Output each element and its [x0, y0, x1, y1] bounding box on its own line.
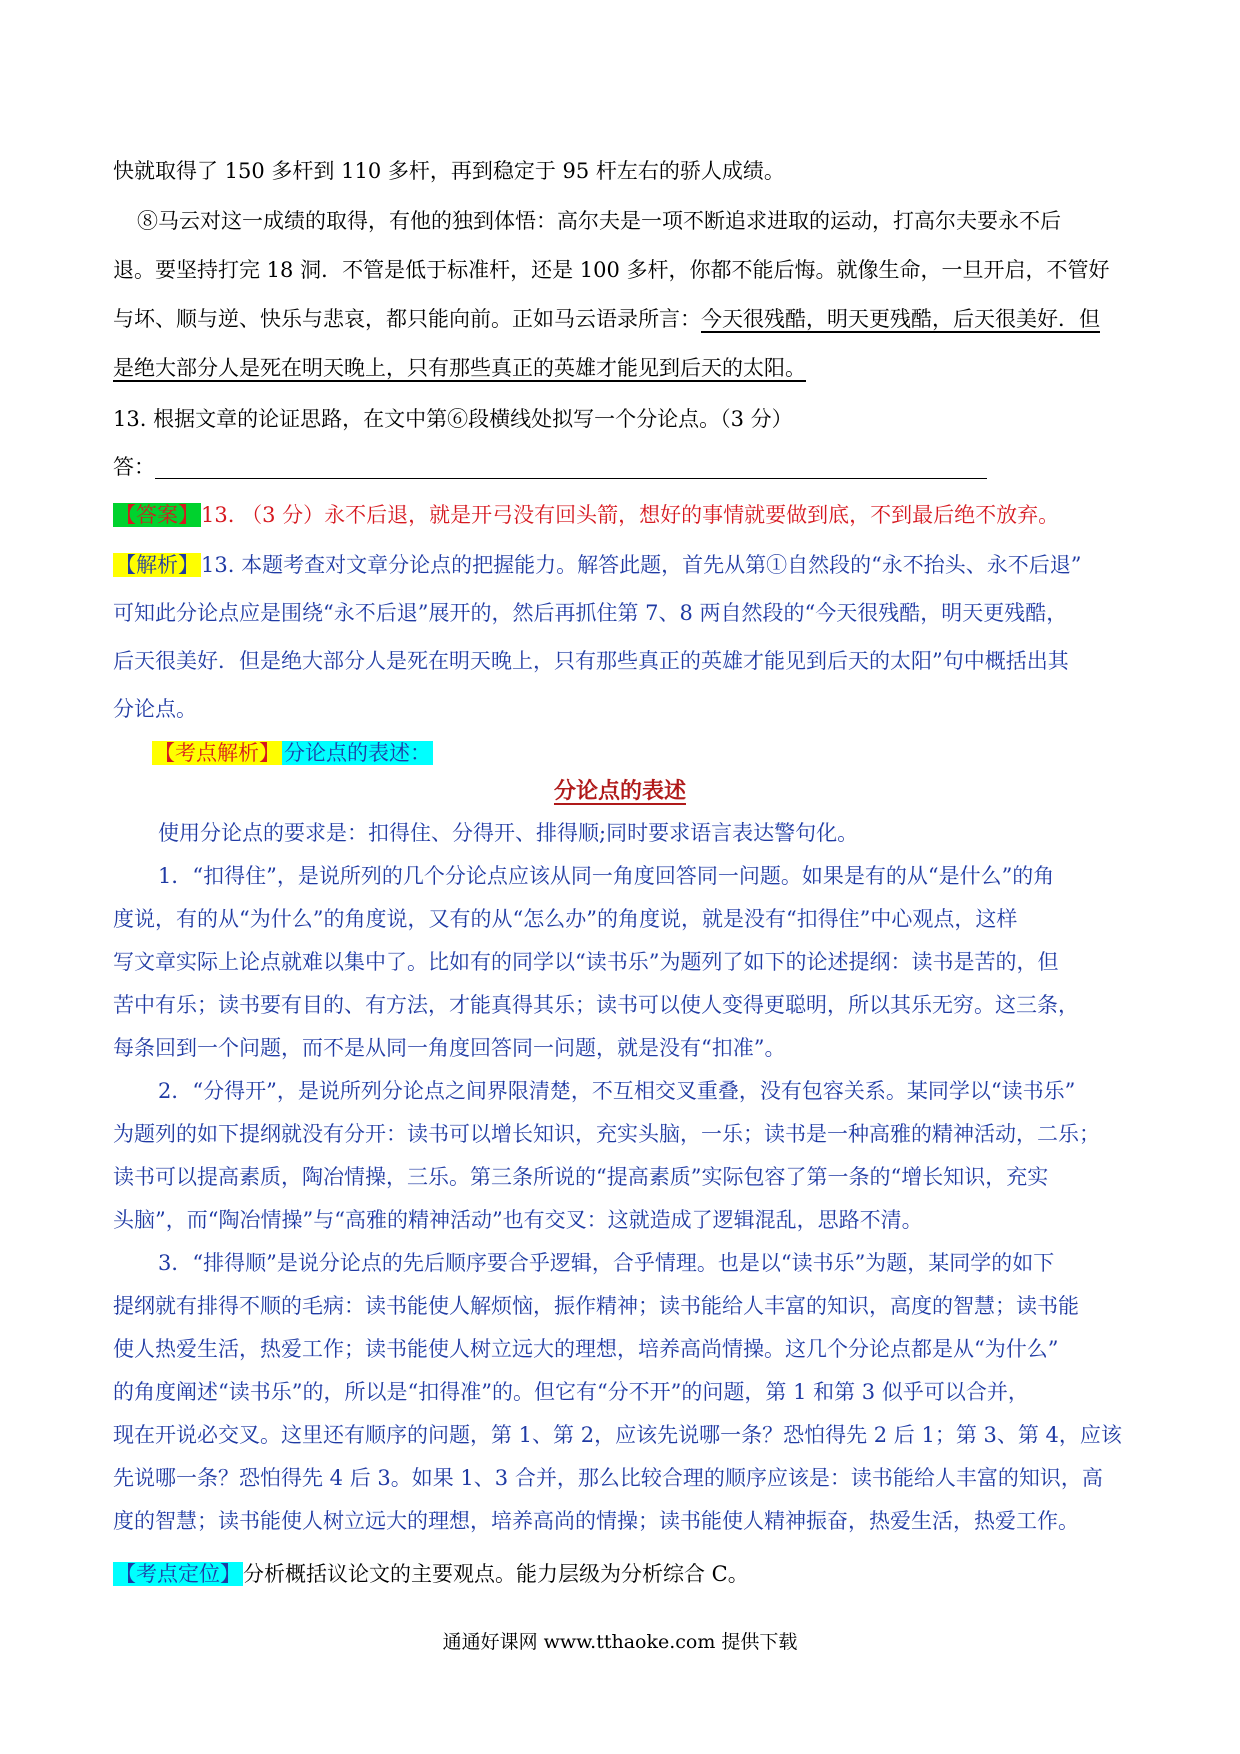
item3-line-7: 度的智慧；读书能使人树立远大的理想，培养高尚的情操；读书能使人精神振奋，热爱生活，热爱工作。 [113, 1509, 1079, 1533]
item2-line-2: 为题列的如下提纲就没有分开：读书可以增长知识，充实头脑，一乐；读书是一种高雅的精神活动，二乐； [113, 1122, 1100, 1146]
section-title: 分论点的表述 [553, 778, 686, 804]
section-intro: 使用分论点的要求是：扣得住、分得开、排得顺;同时要求语言表达警句化。 [158, 821, 859, 845]
item3-line-1: 3．“排得顺”是说分论点的先后顺序要合乎逻辑，合乎情理。也是以“读书乐”为题，某同学的如下 [158, 1251, 1055, 1275]
paragraph-8-line-3 [113, 304, 1100, 334]
item3-line-3: 使人热爱生活，热爱工作；读书能使人树立远大的理想，培养高尚情操。这几个分论点都是从“为什么” [113, 1337, 1059, 1361]
paragraph-8-line-1: ⑧马云对这一成绩的取得，有他的独到体悟：高尔夫是一项不断追求进取的运动，打高尔夫要永不后 [137, 209, 1061, 233]
analysis-line-1 [113, 550, 1082, 580]
question-13: 13. 根据文章的论证思路，在文中第⑥段横线处拟写一个分论点。（3 分） [113, 407, 793, 431]
positioning-tag: 【考点定位】 [115, 1562, 241, 1586]
paragraph-8-line-2: 退。要坚持打完 18 洞．不管是低于标准杆，还是 100 多杆，你都不能后悔。就像生命，一旦开启，不管好 [113, 258, 1110, 282]
item3-line-6: 先说哪一条？恐怕得先 4 后 3。如果 1、3 合并，那么比较合理的顺序应该是：读书能给人丰富的知识，高 [113, 1466, 1103, 1490]
answer-text: 13. （3 分）永不后退，就是开弓没有回头箭，想好的事情就要做到底，不到最后绝不放弃。 [201, 503, 1060, 527]
answer-label: 答： [113, 455, 155, 479]
answer-blank-line [155, 478, 987, 479]
item2-line-1: 2．“分得开”，是说所列分论点之间界限清楚，不互相交叉重叠，没有包容关系。某同学以“读书乐” [158, 1079, 1076, 1103]
item3-line-4: 的角度阐述“读书乐”的，所以是“扣得准”的。但它有“分不开”的问题，第 1 和第 3 似乎可以合并， [113, 1380, 1029, 1404]
analysis-text-1: 13. 本题考查对文章分论点的把握能力。解答此题，首先从第①自然段的“永不抬头、永不后退” [201, 553, 1082, 577]
quote-underlined-part-2: 是绝大部分人是死在明天晚上，只有那些真正的英雄才能见到后天的太阳。 [113, 356, 806, 380]
analysis-tag: 【解析】 [115, 553, 199, 577]
kaodian-tag: 【考点解析】 [154, 741, 280, 765]
item1-line-3: 写文章实际上论点就难以集中了。比如有的同学以“读书乐”为题列了如下的论述提纲：读书是苦的，但 [113, 950, 1059, 974]
paragraph-8-line-3-plain: 与坏、顺与逆、快乐与悲哀，都只能向前。正如马云语录所言： [113, 307, 701, 331]
analysis-line-2: 可知此分论点应是围绕“永不后退”展开的，然后再抓住第 7、8 两自然段的“今天很残酷，明天更残酷， [113, 601, 1068, 625]
analysis-line-3: 后天很美好．但是绝大部分人是死在明天晚上，只有那些真正的英雄才能见到后天的太阳”句中概括出其 [113, 649, 1069, 673]
item1-line-4: 苦中有乐；读书要有目的、有方法，才能真得其乐；读书可以使人变得更聪明，所以其乐无穷。这三条， [113, 993, 1079, 1017]
item3-line-2: 提纲就有排得不顺的毛病：读书能使人解烦恼，振作精神；读书能给人丰富的知识，高度的智慧；读书能 [113, 1294, 1079, 1318]
answer-tag: 【答案】 [115, 503, 199, 527]
item1-line-5: 每条回到一个问题，而不是从同一角度回答同一问题，就是没有“扣准”。 [113, 1036, 786, 1060]
quote-underlined-part-1: 今天很残酷，明天更残酷，后天很美好．但 [701, 307, 1100, 331]
item2-line-3: 读书可以提高素质，陶冶情操，三乐。第三条所说的“提高素质”实际包容了第一条的“增长知识，充实 [113, 1165, 1049, 1189]
kaodian-label: 分论点的表述： [284, 741, 431, 765]
passage-line-1: 快就取得了 150 多杆到 110 多杆，再到稳定于 95 杆左右的骄人成绩。 [113, 159, 785, 183]
positioning-text: 分析概括议论文的主要观点。能力层级为分析综合 C。 [243, 1562, 749, 1586]
answer-block [113, 500, 1059, 530]
analysis-line-4: 分论点。 [113, 697, 197, 721]
item1-line-2: 度说，有的从“为什么”的角度说，又有的从“怎么办”的角度说，就是没有“扣得住”中心观点，这样 [113, 907, 1018, 931]
positioning-block [113, 1559, 749, 1589]
kaodian-block [152, 738, 433, 768]
item3-line-5: 现在开说必交叉。这里还有顺序的问题，第 1、第 2，应该先说哪一条？恐怕得先 2 后 1；第 3、第 4，应该 [113, 1423, 1122, 1447]
item1-line-1: 1．“扣得住”，是说所列的几个分论点应该从同一角度回答同一问题。如果是有的从“是什么”的角 [158, 864, 1055, 888]
page-footer: 通通好课网 www.tthaoke.com 提供下载 [442, 1631, 798, 1653]
item2-line-4: 头脑”，而“陶冶情操”与“高雅的精神活动”也有交叉：这就造成了逻辑混乱，思路不清。 [113, 1208, 923, 1232]
